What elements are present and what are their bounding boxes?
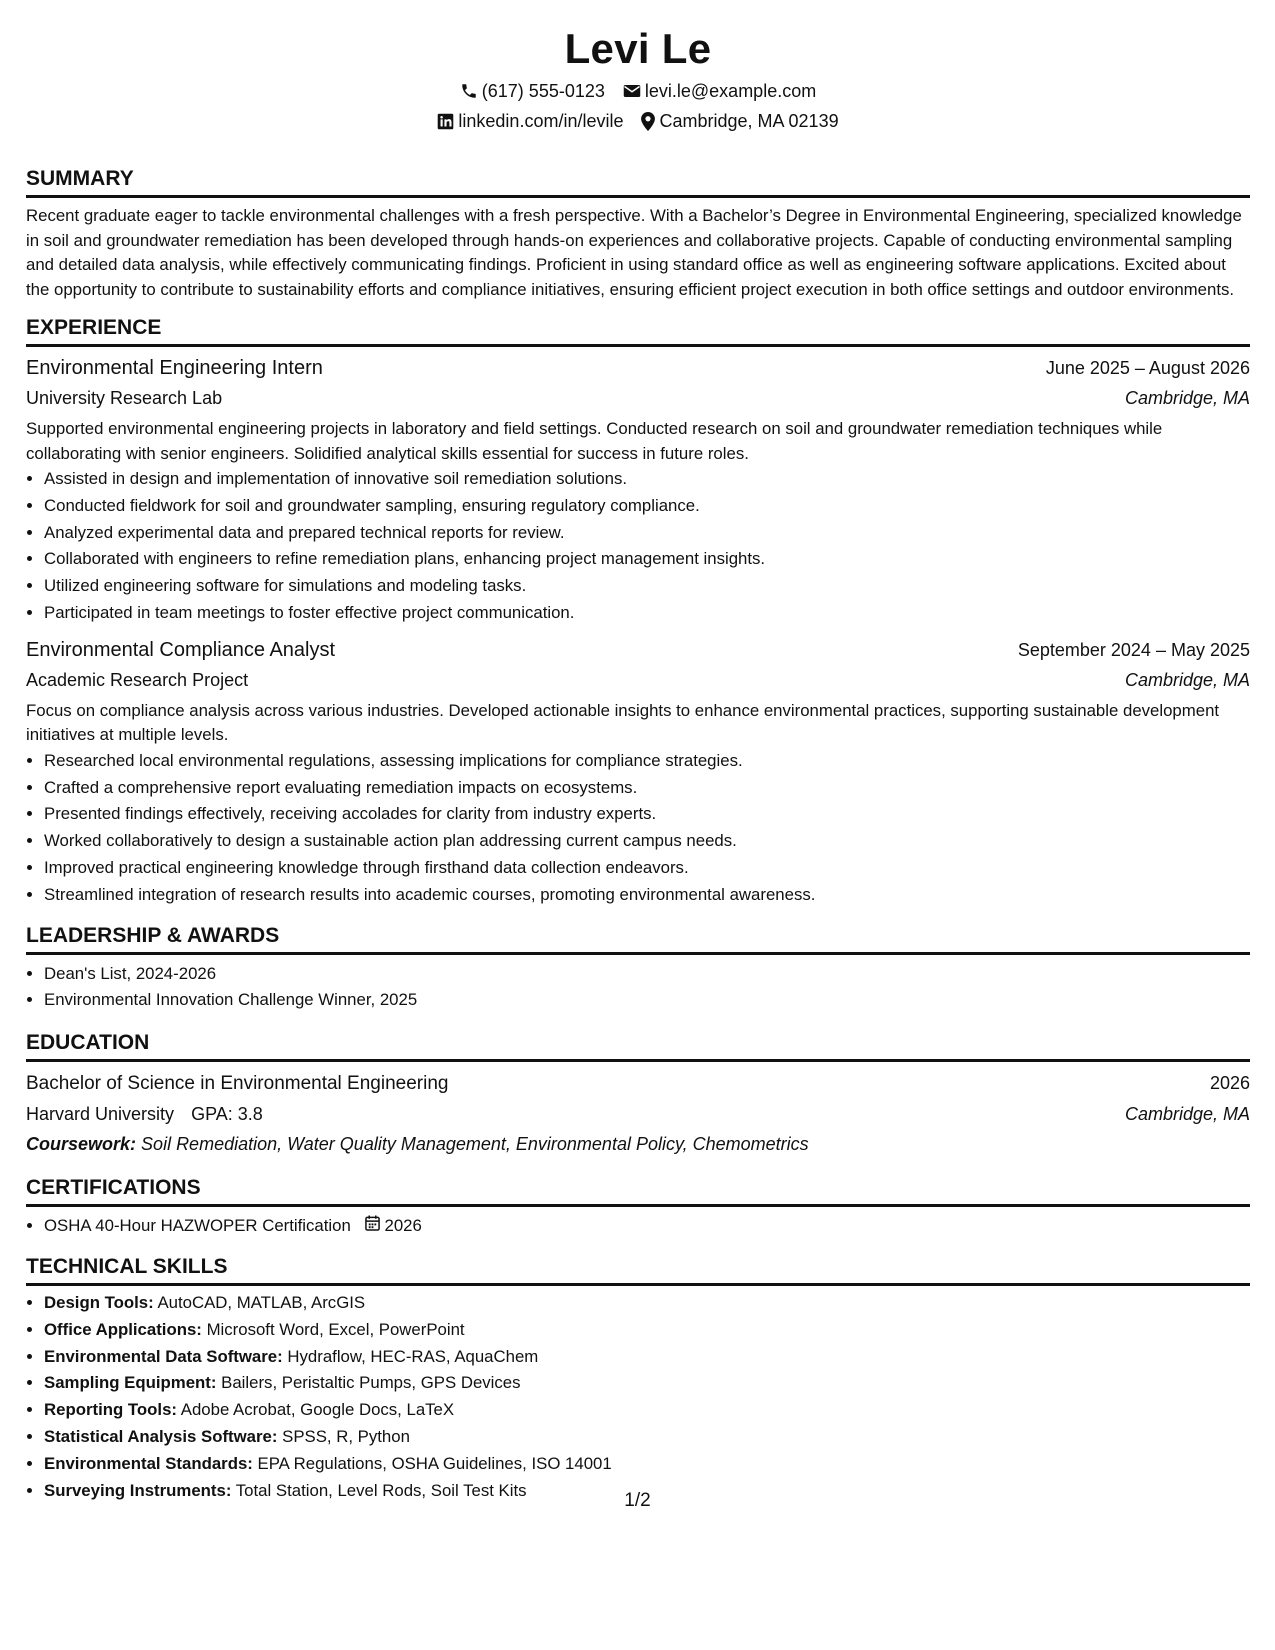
linkedin-icon	[437, 113, 454, 130]
summary-section	[26, 166, 1250, 302]
job-organization: University Research Lab	[26, 388, 223, 408]
job-title: Environmental Compliance Analyst	[26, 638, 336, 661]
skills-section	[26, 1254, 1250, 1504]
skill-label: Statistical Analysis Software:	[44, 1426, 278, 1446]
list-item	[44, 1397, 1250, 1424]
certification-date	[365, 1213, 421, 1240]
coursework-list: Soil Remediation, Water Quality Management, Environmental Policy, Chemometrics	[141, 1134, 809, 1155]
list-item	[44, 1213, 1250, 1240]
job-header-row	[26, 635, 1250, 665]
degree-name: Bachelor of Science in Environmental Engineering	[26, 1073, 449, 1095]
list-item: • Presented findings effectively, receiving accolades for clarity from industry experts.	[44, 801, 1250, 828]
list-item: • Worked collaboratively to design a sustainable action plan addressing current campus needs.	[44, 828, 1250, 855]
gpa: GPA: 3.8	[191, 1104, 263, 1125]
section-title-skills: TECHNICAL SKILLS	[26, 1254, 1250, 1286]
job-entry	[26, 353, 1250, 627]
list-item	[44, 1290, 1250, 1317]
phone-text: (617) 555-0123	[481, 81, 605, 101]
list-item: • Researched local environmental regulations, assessing implications for compliance strategies.	[44, 748, 1250, 775]
job-organization: Academic Research Project	[26, 669, 249, 690]
location-contact	[641, 110, 838, 132]
skills-list	[26, 1290, 1250, 1504]
list-item	[44, 1424, 1250, 1451]
skill-label: Environmental Data Software:	[44, 1346, 283, 1366]
contact-row-1	[26, 76, 1250, 106]
list-item	[44, 1344, 1250, 1371]
section-title-summary: SUMMARY	[26, 166, 1250, 198]
experience-section	[26, 315, 1250, 909]
job-bullets	[26, 466, 1250, 627]
linkedin-contact[interactable]	[437, 110, 623, 132]
section-title-education: EDUCATION	[26, 1030, 1250, 1062]
candidate-name: Levi Le	[564, 25, 712, 72]
certification-year: 2026	[384, 1216, 422, 1236]
skill-label: Reporting Tools:	[44, 1400, 177, 1420]
skill-label: Design Tools:	[44, 1292, 154, 1312]
list-item: • Crafted a comprehensive report evaluating remediation impacts on ecosystems.	[44, 775, 1250, 802]
skill-value: Adobe Acrobat, Google Docs, LaTeX	[180, 1400, 455, 1420]
leadership-section	[26, 923, 1250, 1015]
job-header-row	[26, 353, 1250, 383]
awards-list	[26, 961, 1250, 1015]
skill-label: Sampling Equipment:	[44, 1373, 217, 1393]
job-dates: June 2025 – August 2026	[1045, 358, 1250, 378]
job-title: Environmental Engineering Intern	[26, 357, 323, 379]
list-item: • Dean's List, 2024-2026	[44, 961, 1250, 988]
school-name: Harvard University	[26, 1104, 175, 1125]
certifications-section	[26, 1175, 1250, 1240]
list-item: • Utilized engineering software for simulations and modeling tasks.	[44, 573, 1250, 600]
list-item	[44, 1451, 1250, 1478]
skill-label: Surveying Instruments:	[44, 1480, 232, 1500]
list-item: • Collaborated with engineers to refine remediation plans, enhancing project management insights.	[44, 546, 1250, 573]
skill-value: AutoCAD, MATLAB, ArcGIS	[157, 1292, 366, 1312]
school-info	[26, 1099, 263, 1129]
list-item: • Analyzed experimental data and prepared technical reports for review.	[44, 520, 1250, 547]
email-contact[interactable]	[623, 80, 816, 102]
skill-label: Environmental Standards:	[44, 1453, 253, 1473]
skill-value: EPA Regulations, OSHA Guidelines, ISO 14001	[257, 1453, 612, 1473]
list-item: • Improved practical engineering knowledge through firsthand data collection endeavors.	[44, 855, 1250, 882]
section-title-experience: EXPERIENCE	[26, 315, 1250, 347]
school-row	[26, 1099, 1250, 1129]
section-title-leadership: LEADERSHIP & AWARDS	[26, 923, 1250, 955]
list-item: • Conducted fieldwork for soil and groundwater sampling, ensuring regulatory compliance.	[44, 493, 1250, 520]
skill-value: SPSS, R, Python	[282, 1426, 410, 1446]
list-item: • Environmental Innovation Challenge Winner, 2025	[44, 987, 1250, 1014]
job-org-row	[26, 665, 1250, 695]
skill-value: Total Station, Level Rods, Soil Test Kits	[235, 1480, 527, 1500]
section-title-certifications: CERTIFICATIONS	[26, 1175, 1250, 1207]
phone-contact[interactable]	[460, 80, 605, 102]
list-item: • Assisted in design and implementation of innovative soil remediation solutions.	[44, 466, 1250, 493]
job-description: Supported environmental engineering projects in laboratory and field settings. Conducted research on soil and groundwater remediation techniques while collaborating with senior engineers. Solidified analytical skills essential for success in future roles.	[26, 419, 1163, 463]
map-pin-icon	[641, 112, 655, 131]
job-location: Cambridge, MA	[1124, 669, 1250, 690]
coursework-label: Coursework:	[26, 1134, 137, 1155]
contact-row-2	[26, 106, 1250, 136]
list-item: • Streamlined integration of research results into academic courses, promoting environmental awareness.	[44, 882, 1250, 909]
skill-value: Bailers, Peristaltic Pumps, GPS Devices	[221, 1373, 521, 1393]
education-section	[26, 1030, 1250, 1159]
job-bullets	[26, 748, 1250, 909]
list-item: • Participated in team meetings to foster effective project communication.	[44, 600, 1250, 627]
list-item	[44, 1317, 1250, 1344]
calendar-icon	[365, 1213, 380, 1240]
summary-text: Recent graduate eager to tackle environmental challenges with a fresh perspective. With a Bachelor’s Degree in Environmental Engineering, specialized knowledge in soil and groundwater remediation has been developed through hands-on experiences and collaborative projects. Capable of conducting environmental sampling and detailed data analysis, while effectively communicating findings. Proficient in using standard office as well as engineering software applications. Excited about the opportunity to contribute to sustainability efforts and compliance initiatives, ensuring efficient project execution in both office settings and outdoor environments.	[26, 206, 1242, 299]
list-item	[44, 1370, 1250, 1397]
coursework	[26, 1129, 1250, 1159]
job-location: Cambridge, MA	[1124, 388, 1250, 408]
degree-row	[26, 1068, 1250, 1099]
skill-value: Hydraflow, HEC-RAS, AquaChem	[287, 1346, 539, 1366]
job-dates: September 2024 – May 2025	[1017, 639, 1250, 660]
graduation-year: 2026	[1209, 1073, 1250, 1094]
location-text: Cambridge, MA 02139	[659, 111, 839, 131]
resume-page	[26, 0, 1250, 1504]
job-entry	[26, 635, 1250, 909]
school-location: Cambridge, MA	[1124, 1104, 1250, 1125]
page-number: 1/2	[624, 1490, 651, 1511]
job-description: Focus on compliance analysis across various industries. Developed actionable insights to enhance environmental practices, supporting sustainable development initiatives at multiple levels.	[26, 700, 1220, 745]
skill-label: Office Applications:	[44, 1319, 202, 1339]
envelope-icon	[623, 83, 641, 99]
job-org-row	[26, 383, 1250, 413]
skill-value: Microsoft Word, Excel, PowerPoint	[206, 1319, 465, 1339]
certification-name: OSHA 40-Hour HAZWOPER Certification	[44, 1216, 351, 1236]
phone-icon	[460, 82, 478, 100]
linkedin-text: linkedin.com/in/levile	[458, 111, 624, 131]
email-text: levi.le@example.com	[644, 81, 817, 101]
certifications-list	[26, 1213, 1250, 1240]
